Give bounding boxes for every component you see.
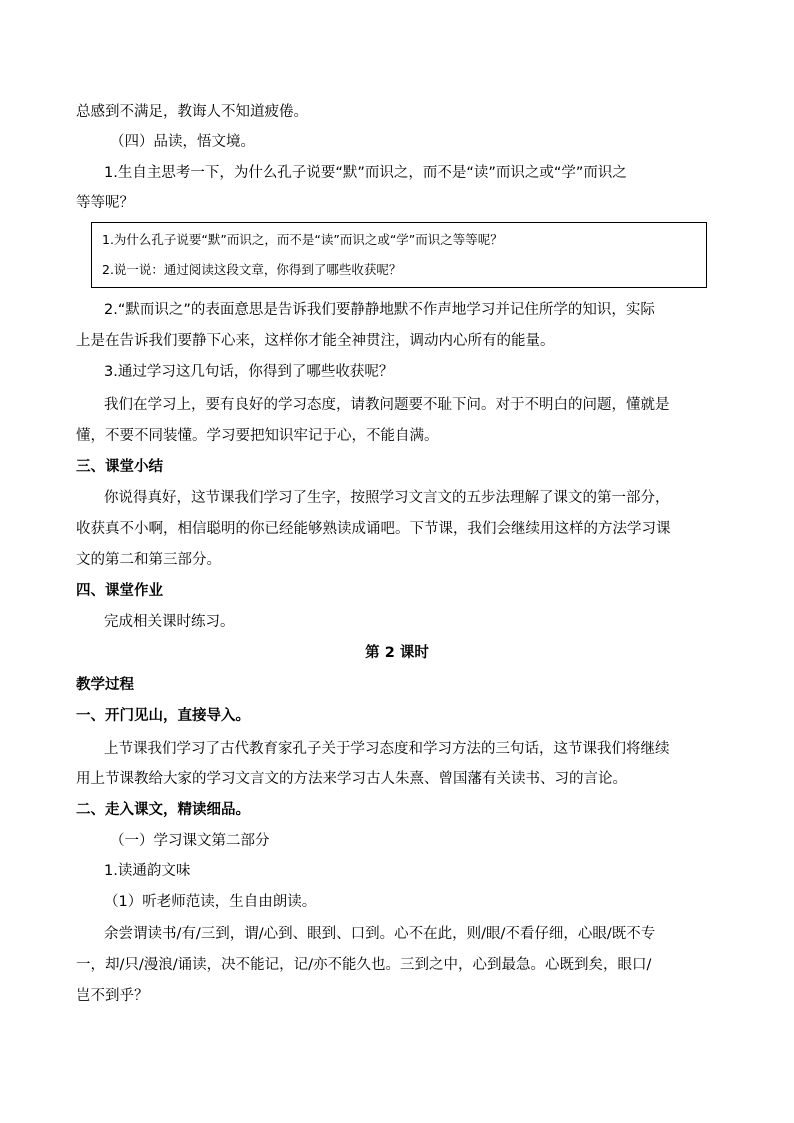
part-2-heading: （一）学习课文第二部分	[110, 833, 270, 849]
intro-line-1: 上节课我们学习了古代教育家孔子关于学习态度和学习方法的三句话，这节课我们将继续	[104, 741, 670, 757]
homework-text: 完成相关课时练习。	[104, 614, 235, 630]
answer-2-line-2: 上是在告诉我们要静下心来，这样你才能全神贯注，调动内心所有的能量。	[76, 333, 555, 349]
classical-text-line-3: 岂不到乎？	[76, 988, 149, 1004]
question-box	[91, 222, 707, 288]
summary-line-1: 你说得真好，这节课我们学习了生字，按照学习文言文的五步法理解了课文的第一部分，	[104, 490, 670, 506]
box-question-1: 1.为什么孔子说要“默”而识之，而不是“读”而识之或“学”而识之等等呢？	[102, 232, 503, 247]
answer-3-line-1: 我们在学习上，要有良好的学习态度，请教问题要不耻下问。对于不明白的问题，懂就是	[104, 397, 670, 413]
listen-instruction: （1）听老师范读，生自由朗读。	[104, 894, 317, 910]
teaching-process-heading: 教学过程	[76, 677, 134, 693]
intro-line-2: 用上节课教给大家的学习文言文的方法来学习古人朱熹、曾国藩有关读书、习的言论。	[76, 771, 627, 787]
question-1-line-2: 等等呢？	[76, 195, 134, 211]
question-3: 3.通过学习这几句话，你得到了哪些收获呢？	[104, 364, 394, 380]
box-question-2: 2.说一说：通过阅读这段文章，你得到了哪些收获呢？	[102, 262, 402, 277]
classical-text-line-2: 一，却/只/漫浪/诵读，决不能记，记/亦不能久也。三到之中，心到最急。心既到矣，眼口/	[76, 957, 652, 973]
lesson-2-section-2: 二、走入课文，精读细品。	[76, 802, 250, 818]
lesson-2-section-1: 一、开门见山，直接导入。	[76, 708, 250, 724]
answer-2-line-1: 2.“默而识之”的表面意思是告诉我们要静静地默不作声地学习并记住所学的知识，实际	[104, 302, 655, 318]
question-1-line-1: 1.生自主思考一下，为什么孔子说要“默”而识之，而不是“读”而识之或“学”而识之	[104, 165, 627, 181]
section-heading-summary: 三、课堂小结	[76, 459, 163, 475]
section-heading-homework: 四、课堂作业	[76, 583, 163, 599]
section-heading-4: （四）品读，悟文境。	[110, 134, 255, 150]
summary-line-2: 收获真不小啊，相信聪明的你已经能够熟读成诵吧。下节课，我们会继续用这样的方法学习课	[76, 521, 671, 537]
reading-heading: 1.读通韵文味	[104, 863, 191, 879]
classical-text-line-1: 余尝谓读书/有/三到，谓/心到、眼到、口到。心不在此，则/眼/不看仔细，心眼/既不专	[104, 926, 656, 942]
answer-3-line-2: 懂，不要不同装懂。学习要把知识牢记于心，不能自满。	[76, 428, 439, 444]
summary-line-3: 文的第二和第三部分。	[76, 552, 221, 568]
lesson-2-title: 第 2 课时	[365, 645, 429, 661]
paragraph-continuation: 总感到不满足，教诲人不知道疲倦。	[76, 104, 308, 120]
